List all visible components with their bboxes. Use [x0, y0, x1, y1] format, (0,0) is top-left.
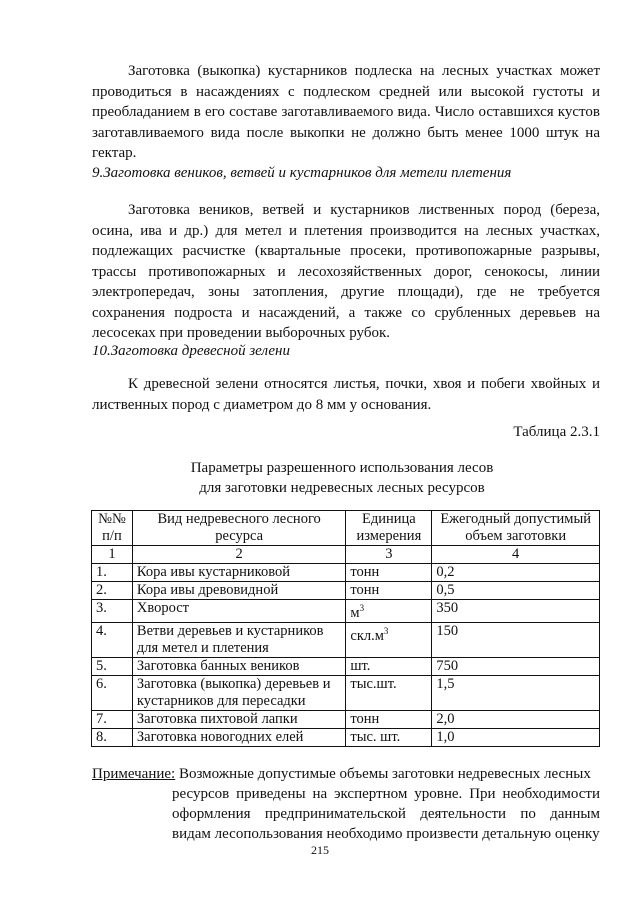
index-cell: 3 — [346, 546, 432, 564]
note-first-line: Возможные допустимые объемы заготовки недревесных лесных — [178, 766, 591, 782]
row-volume — [432, 657, 600, 675]
table-row — [92, 657, 600, 675]
row-number-text: 2. — [96, 582, 107, 598]
row-resource-text: Ветви деревьев и кустарников для метел и плетения — [136, 622, 324, 656]
table-row — [92, 710, 600, 728]
section-heading-9: 9.Заготовка веников, ветвей и кустарников для метели плетения — [92, 165, 512, 181]
table-title-line1: Параметры разрешенного использования лесов — [190, 460, 494, 476]
row-unit — [346, 582, 432, 600]
row-unit — [346, 622, 432, 657]
row-number — [92, 600, 133, 623]
table-row — [92, 728, 600, 746]
row-resource-text: Кора ивы древовидной — [136, 582, 279, 598]
paragraph-shrub-harvest: Заготовка (выкопка) кустарников подлеска на лесных участках может проводиться в насаждениях с подлеском средней или высокой густоты и преобладанием в его составе заготавливаемого вида. Число оставшихся кустов заготавливаемого вида после выкопки не должно быть менее 1000 штук на гектар. — [92, 63, 600, 161]
row-number — [92, 728, 133, 746]
row-volume — [432, 582, 600, 600]
row-resource — [132, 657, 345, 675]
row-unit-text: тыс. шт. — [350, 728, 401, 745]
row-number-text: 1. — [96, 564, 107, 580]
row-unit-text: шт. — [350, 657, 371, 674]
table-title — [92, 458, 592, 498]
row-number — [92, 622, 133, 657]
table-row — [92, 675, 600, 710]
row-number-text: 8. — [96, 728, 107, 745]
row-resource — [132, 582, 345, 600]
table-caption: Таблица 2.3.1 — [513, 424, 600, 440]
row-unit-text: тыс.шт. — [350, 675, 397, 692]
row-resource — [132, 600, 345, 623]
row-unit-text: м — [350, 604, 360, 621]
row-volume-text: 150 — [436, 622, 459, 639]
row-volume-text: 0,5 — [436, 582, 455, 598]
row-unit — [346, 564, 432, 582]
row-number-text: 7. — [96, 710, 107, 727]
row-number-text: 3. — [96, 600, 107, 616]
row-volume — [432, 600, 600, 623]
row-volume-text: 2,0 — [436, 710, 455, 727]
row-volume-text: 750 — [436, 657, 459, 674]
row-resource-text: Заготовка пихтовой лапки — [136, 710, 298, 727]
row-number — [92, 564, 133, 582]
header-resource: Вид недревесного лесного ресурса — [132, 511, 345, 546]
unit-superscript: 3 — [383, 625, 389, 636]
table-row — [92, 622, 600, 657]
row-volume — [432, 622, 600, 657]
paragraph-tree-greenery: К древесной зелени относятся листья, почки, хвоя и побеги хвойных и лиственных пород с диаметром до 8 мм у основания. — [92, 376, 600, 413]
unit-superscript: 3 — [359, 603, 365, 613]
table-row — [92, 582, 600, 600]
row-resource — [132, 675, 345, 710]
row-number-text: 4. — [96, 622, 107, 639]
row-number — [92, 657, 133, 675]
resource-table — [91, 510, 600, 747]
row-volume-text: 1,5 — [436, 675, 455, 692]
row-unit-text: скл.м — [350, 627, 384, 644]
row-unit — [346, 728, 432, 746]
row-volume-text: 0,2 — [436, 564, 455, 580]
index-cell: 4 — [432, 546, 600, 564]
row-resource — [132, 622, 345, 657]
row-volume-text: 1,0 — [436, 728, 455, 745]
row-unit-text: тонн — [350, 710, 380, 727]
row-unit — [346, 657, 432, 675]
row-resource-text: Заготовка банных веников — [136, 657, 300, 674]
header-number: №№ п/п — [92, 511, 133, 546]
table-header-row — [92, 511, 600, 546]
row-resource — [132, 710, 345, 728]
row-volume — [432, 675, 600, 710]
header-volume: Ежегодный допустимый объем заготовки — [432, 511, 600, 546]
row-volume — [432, 728, 600, 746]
row-volume — [432, 710, 600, 728]
row-unit — [346, 675, 432, 710]
row-volume — [432, 564, 600, 582]
paragraph-brooms-branches: Заготовка веников, ветвей и кустарников лиственных пород (береза, осина, ива и др.) для метел и плетения производится на лесных участках, подлежащих расчистке (квартальные просеки, противопожарные разрывы, трассы противопожарных и лесохозяйственных дорог, сенокосы, линии электропередач, зоны затопления, другие площади), где не требуется сохранения подроста и насаждений, а также со срубленных деревьев на лесосеках при проведении выборочных рубок. — [92, 202, 600, 341]
note-text: ресурсов приведены на экспертном уровне. При необходимости оформления предпринимательской деятельности по данным видам лесопользования необходимо произвести детальную оценку — [172, 786, 600, 842]
row-number — [92, 675, 133, 710]
note-label: Примечание: — [92, 766, 176, 782]
section-heading-10: 10.Заготовка древесной зелени — [92, 343, 290, 359]
row-resource — [132, 564, 345, 582]
page-number: 215 — [311, 843, 329, 857]
index-cell: 1 — [92, 546, 133, 564]
table-row — [92, 600, 600, 623]
row-resource-text: Заготовка (выкопка) деревьев и кустарников для пересадки — [136, 675, 331, 709]
row-resource-text: Заготовка новогодних елей — [136, 728, 304, 745]
row-number-text: 5. — [96, 657, 107, 674]
row-volume-text: 350 — [436, 600, 459, 616]
row-number — [92, 582, 133, 600]
row-unit-text: тонн — [350, 564, 380, 580]
table-row — [92, 564, 600, 582]
row-resource-text: Кора ивы кустарниковой — [136, 564, 290, 580]
row-number — [92, 710, 133, 728]
index-cell: 2 — [132, 546, 345, 564]
row-unit — [346, 710, 432, 728]
row-resource — [132, 728, 345, 746]
row-number-text: 6. — [96, 675, 107, 692]
row-resource-text: Хворост — [136, 600, 190, 616]
table-title-line2: для заготовки недревесных лесных ресурсов — [199, 480, 485, 496]
header-unit: Единица измерения — [346, 511, 432, 546]
row-unit-text: тонн — [350, 582, 380, 598]
row-unit — [346, 600, 432, 623]
table-index-row — [92, 546, 600, 564]
note — [92, 764, 600, 844]
